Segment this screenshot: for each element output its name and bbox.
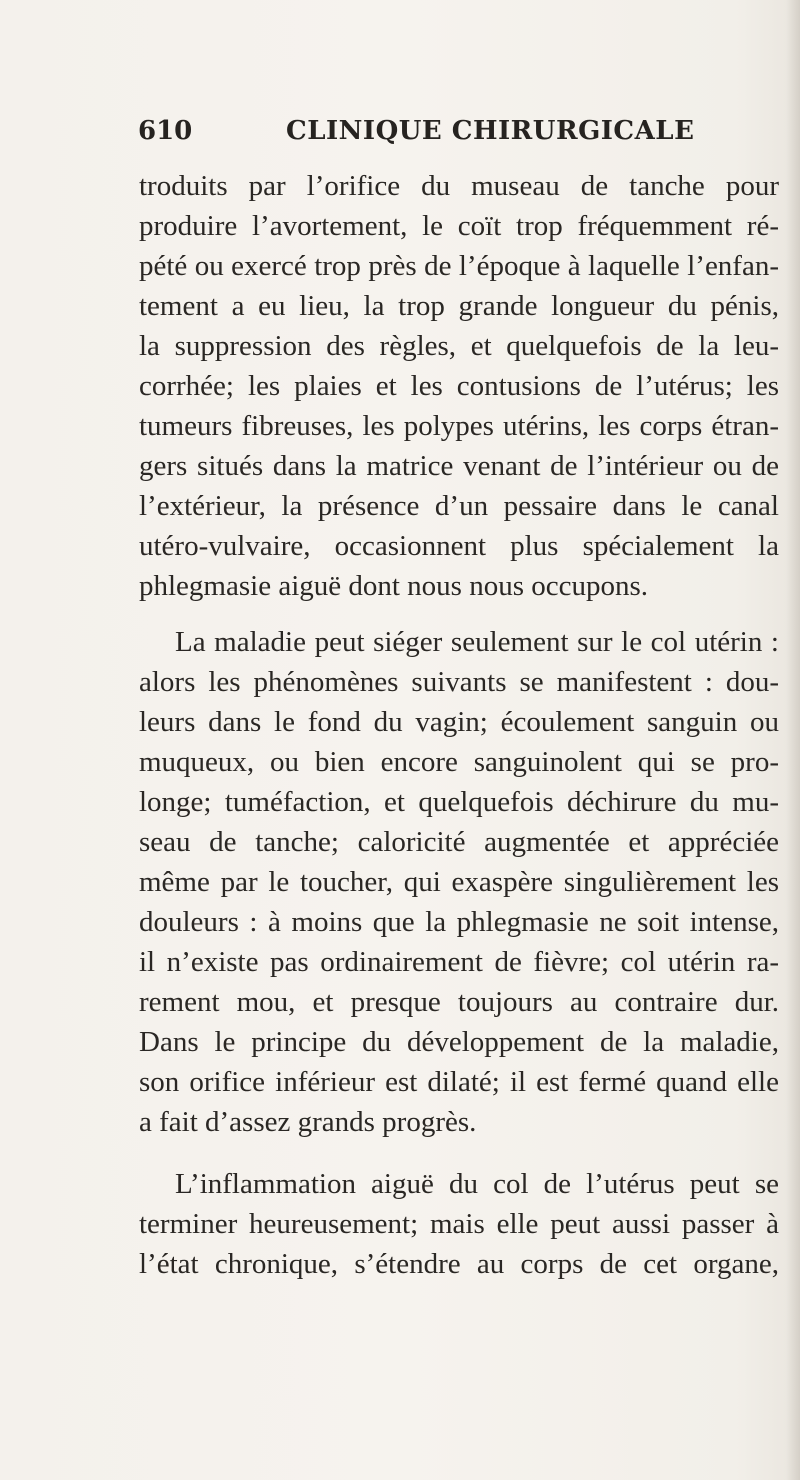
text-line: son orifice inférieur est dilaté; il est fermé quand elle [139,1066,779,1098]
text-line: l’état chronique, s’étendre au corps de cet organe, [139,1248,779,1280]
text-line: rement mou, et presque toujours au contraire dur. [139,986,779,1018]
text-line: il n’existe pas ordinairement de fièvre; col utérin ra- [139,946,779,978]
text-line: l’extérieur, la présence d’un pessaire dans le canal [139,490,779,522]
paragraph-3 [139,1164,779,1284]
text-line: même par le toucher, qui exaspère singulièrement les [139,866,779,898]
page-number: 610 [138,116,193,146]
text-line: longe; tuméfaction, et quelquefois déchirure du mu- [139,786,779,818]
paragraph-gap [139,606,779,622]
text-line: a fait d’assez grands progrès. [139,1106,477,1138]
text-line: corrhée; les plaies et les contusions de l’utérus; les [139,370,779,402]
text-line: douleurs : à moins que la phlegmasie ne soit intense, [139,906,779,938]
text-line: seau de tanche; caloricité augmentée et appréciée [139,826,779,858]
text-line: alors les phénomènes suivants se manifestent : dou- [139,666,779,698]
text-line: phlegmasie aiguë dont nous nous occupons. [139,570,649,602]
page-edge-shadow [786,0,800,1480]
text-line: produire l’avortement, le coït trop fréquemment ré- [139,210,779,242]
page-header [138,116,788,156]
text-line: tement a eu lieu, la trop grande longueur du pénis, [139,290,779,322]
text-line: gers situés dans la matrice venant de l’intérieur ou de [139,450,779,482]
text-line: leurs dans le fond du vagin; écoulement sanguin ou [139,706,779,738]
text-line: tumeurs fibreuses, les polypes utérins, les corps étran- [139,410,779,442]
text-line: troduits par l’orifice du museau de tanche pour [139,170,779,202]
body-text [139,166,779,1284]
text-line: L’inflammation aiguë du col de l’utérus peut se [175,1168,779,1200]
text-line: pété ou exercé trop près de l’époque à laquelle l’enfan- [139,250,779,282]
text-line: La maladie peut siéger seulement sur le col utérin : [175,626,779,658]
paragraph-gap [139,1142,779,1164]
text-line: muqueux, ou bien encore sanguinolent qui se pro- [139,746,779,778]
paragraph-2 [139,622,779,1142]
paragraph-1 [139,166,779,606]
running-title: CLINIQUE CHIRURGICALE [286,116,695,146]
text-line: utéro-vulvaire, occasionnent plus spécialement la [139,530,779,562]
text-line: la suppression des règles, et quelquefois de la leu- [139,330,779,362]
text-line: Dans le principe du développement de la maladie, [139,1026,779,1058]
text-line: terminer heureusement; mais elle peut aussi passer à [139,1208,779,1240]
